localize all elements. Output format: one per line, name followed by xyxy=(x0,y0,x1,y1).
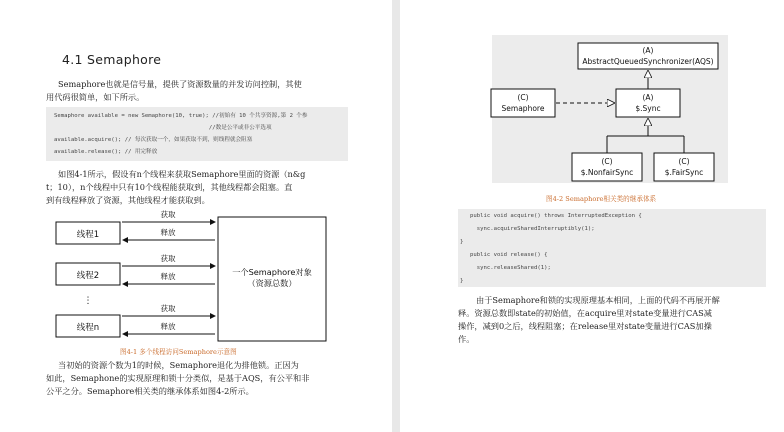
thread-n-label: 线程n xyxy=(76,323,100,333)
right-page xyxy=(400,0,784,432)
fair-sync-tag: (C) xyxy=(678,157,690,166)
acquire-label-n: 获取 xyxy=(160,304,176,313)
figure-4-2-caption: 图4-2 Semaphore相关类的继承体系 xyxy=(546,195,657,203)
nonfair-sync-name: $.NonfairSync xyxy=(580,168,634,177)
sync-tag: (A) xyxy=(642,93,654,102)
right-para-line-3: 操作，减到0之后，线程阻塞；在release里对state变量进行CAS加操 xyxy=(458,321,712,331)
code-line: available.release(); // 用完释放 xyxy=(54,149,158,155)
release-label-n: 释放 xyxy=(160,322,176,331)
thread-ellipsis: ⋮ xyxy=(83,296,93,306)
code-line: available.acquire(); // 每次获取一个，如果获取不到，则线程就会阻塞 xyxy=(54,137,253,143)
semaphore-tag: (C) xyxy=(517,93,529,102)
right-para-line-1: 由于Semaphore和锁的实现原理基本相同，上面的代码不再展开解 xyxy=(476,295,720,305)
nonfair-sync-tag: (C) xyxy=(601,157,613,166)
para3-line-3: 公平之分。Semaphore相关类的继承体系如图4-2所示。 xyxy=(46,386,254,396)
para2-line-1: 如图4-1所示，假设有n个线程来获取Semaphore里面的资源（n&g xyxy=(58,169,306,179)
aqs-name: AbstractQueuedSynchronizer(AQS) xyxy=(582,57,714,66)
thread-2-label: 线程2 xyxy=(76,271,100,281)
semaphore-name: Semaphore xyxy=(501,104,545,113)
para3-line-1: 当初始的资源个数为1的时候，Semaphore退化为排他锁。正因为 xyxy=(58,360,299,370)
code-line: Semaphore available = new Semaphore(10, true); //初始有 10 个共享资源,第 2 个参 xyxy=(54,113,308,119)
sync-name: $.Sync xyxy=(635,104,661,113)
semaphore-object-label: 一个Semaphore对象 xyxy=(232,267,312,277)
code-line: //数是公平或非公平选项 xyxy=(54,125,272,131)
intro-line-2: 用代码很简单，如下所示。 xyxy=(46,92,145,102)
semaphore-object-sublabel: （资源总数） xyxy=(247,278,297,288)
para2-line-3: 到有线程释放了资源，其他线程才能获取到。 xyxy=(46,195,210,205)
acquire-label-2: 获取 xyxy=(160,254,176,263)
right-para-line-4: 作。 xyxy=(458,334,475,344)
para3-line-2: 如此，Semaphone的实现原理和锁十分类似，是基于AQS，有公平和非 xyxy=(46,373,310,383)
code-line: } xyxy=(460,239,464,245)
code-line: sync.releaseShared(1); xyxy=(470,265,551,271)
intro-line-1: Semaphore也就是信号量，提供了资源数量的并发访问控制，其使 xyxy=(58,79,302,89)
section-heading: 4.1 Semaphore xyxy=(62,52,162,67)
code-line: public void release() { xyxy=(470,252,548,258)
code-line: sync.acquireSharedInterruptibly(1); xyxy=(470,226,595,232)
acquire-label-1: 获取 xyxy=(160,210,176,219)
release-label-1: 释放 xyxy=(160,228,176,237)
fair-sync-name: $.FairSync xyxy=(664,168,704,177)
code-line: public void acquire() throws InterruptedException { xyxy=(470,213,642,219)
aqs-tag: (A) xyxy=(642,46,654,55)
thread-1-label: 线程1 xyxy=(76,230,100,240)
code-block-acquire-release xyxy=(458,209,766,287)
code-line: } xyxy=(460,278,464,284)
release-label-2: 释放 xyxy=(160,272,176,281)
right-para-line-2: 释。资源总数即state的初始值，在acquire里对state变量进行CAS减 xyxy=(458,308,712,318)
figure-4-1-caption: 图4-1 多个线程访问Semaphore示意图 xyxy=(120,348,237,356)
para2-line-2: t；10），n个线程中只有10个线程能获取到，其他线程都会阻塞。直 xyxy=(46,182,293,192)
